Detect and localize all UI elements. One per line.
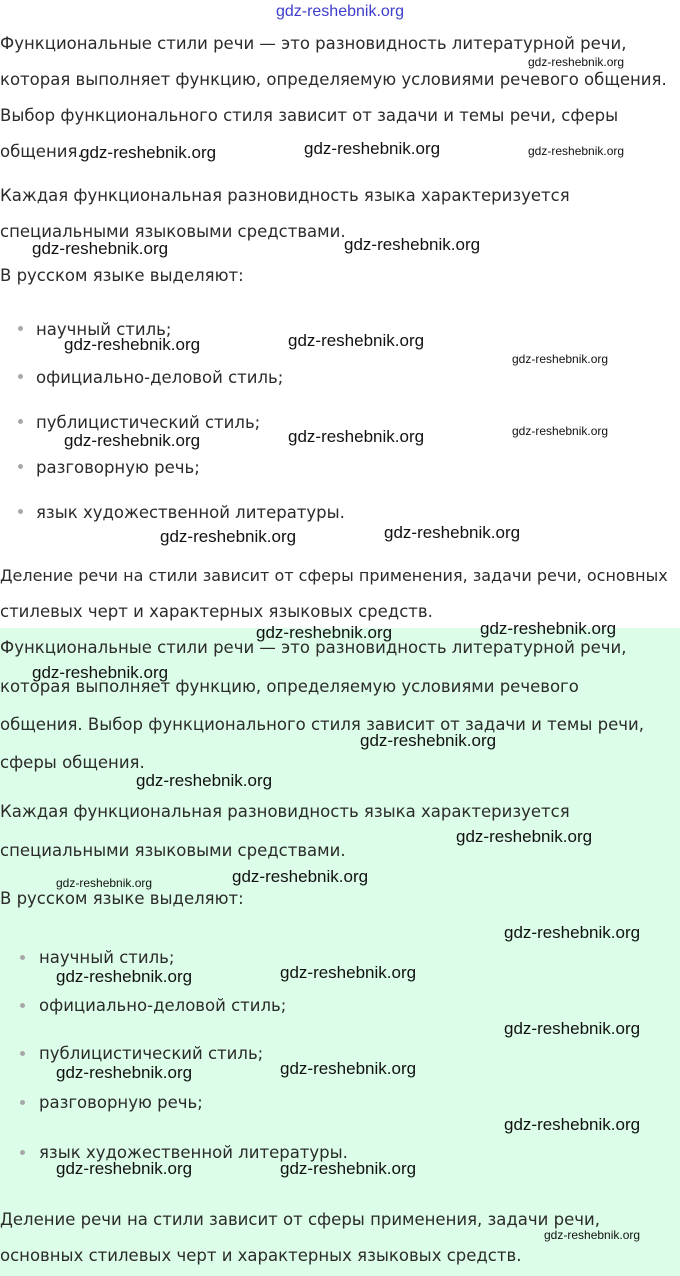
watermark-text: gdz-reshebnik.org bbox=[304, 139, 441, 158]
text-block-1 bbox=[0, 28, 680, 628]
definition-line-2: которая выполняет функцию, определяемую условиями речевого bbox=[0, 677, 579, 696]
header-watermark: gdz-reshebnik.org bbox=[275, 3, 405, 20]
watermark-text: gdz-reshebnik.org bbox=[456, 827, 593, 846]
watermark-text: gdz-reshebnik.org bbox=[528, 55, 625, 69]
watermark-text: gdz-reshebnik.org bbox=[56, 876, 153, 890]
list-item: научный стиль; bbox=[39, 948, 175, 967]
watermark-text: gdz-reshebnik.org bbox=[480, 619, 617, 638]
watermark-text: gdz-reshebnik.org bbox=[56, 1159, 193, 1178]
features-line-1: Каждая функциональная разновидность языка характеризуется bbox=[0, 802, 570, 821]
conclusion-line-1: Деление речи на стили зависит от сферы применения, задачи речи, bbox=[0, 1210, 600, 1229]
bullet-icon bbox=[20, 1150, 25, 1155]
list-item: официально-деловой стиль; bbox=[36, 368, 284, 387]
bullet-icon bbox=[18, 419, 23, 424]
watermark-text: gdz-reshebnik.org bbox=[288, 331, 425, 350]
definition-line-4: сферы общения. bbox=[0, 753, 145, 772]
list-intro: В русском языке выделяют: bbox=[0, 266, 244, 285]
conclusion-line-2: стилевых черт и характерных языковых средств. bbox=[0, 602, 433, 621]
bullet-icon bbox=[20, 1100, 25, 1105]
watermark-text: gdz-reshebnik.org bbox=[360, 731, 497, 750]
list-item: разговорную речь; bbox=[36, 458, 200, 477]
list-item: разговорную речь; bbox=[39, 1093, 203, 1112]
watermark-text: gdz-reshebnik.org bbox=[504, 1115, 641, 1134]
bullet-icon bbox=[18, 374, 23, 379]
list-item: публицистический стиль; bbox=[36, 413, 261, 432]
conclusion-line-1: Деление речи на стили зависит от сферы применения, задачи речи, основных bbox=[0, 566, 668, 585]
definition-line-3: Выбор функционального стиля зависит от задачи и темы речи, сферы bbox=[0, 106, 619, 125]
watermark-text: gdz-reshebnik.org bbox=[288, 427, 425, 446]
list-intro: В русском языке выделяют: bbox=[0, 889, 244, 908]
watermark-text: gdz-reshebnik.org bbox=[32, 239, 169, 258]
watermark-text: gdz-reshebnik.org bbox=[528, 144, 625, 158]
watermark-text: gdz-reshebnik.org bbox=[64, 335, 201, 354]
watermark-text: gdz-reshebnik.org bbox=[544, 1228, 641, 1242]
watermark-text: gdz-reshebnik.org bbox=[504, 1019, 641, 1038]
watermark-text: gdz-reshebnik.org bbox=[256, 623, 393, 642]
bullet-icon bbox=[18, 509, 23, 514]
watermark-text: gdz-reshebnik.org bbox=[280, 963, 417, 982]
watermark-text: gdz-reshebnik.org bbox=[280, 1159, 417, 1178]
watermark-text: gdz-reshebnik.org bbox=[32, 663, 169, 682]
watermark-text: gdz-reshebnik.org bbox=[232, 867, 369, 886]
watermark-text: gdz-reshebnik.org bbox=[504, 923, 641, 942]
watermark-text: gdz-reshebnik.org bbox=[56, 1063, 193, 1082]
bullet-icon bbox=[20, 955, 25, 960]
list-item: язык художественной литературы. bbox=[39, 1143, 348, 1162]
watermark-text: gdz-reshebnik.org bbox=[80, 143, 217, 162]
features-line-2: специальными языковыми средствами. bbox=[0, 841, 346, 860]
list-item: официально-деловой стиль; bbox=[39, 996, 287, 1015]
bullet-icon bbox=[18, 464, 23, 469]
watermark-text: gdz-reshebnik.org bbox=[56, 967, 193, 986]
watermark-text: gdz-reshebnik.org bbox=[344, 235, 481, 254]
watermark-text: gdz-reshebnik.org bbox=[64, 431, 201, 450]
features-line-2: специальными языковыми средствами. bbox=[0, 222, 346, 241]
definition-line-4: общения. bbox=[0, 142, 83, 161]
bullet-icon bbox=[20, 1003, 25, 1008]
list-item: научный стиль; bbox=[36, 320, 172, 339]
watermark-text: gdz-reshebnik.org bbox=[160, 527, 297, 546]
list-item: публицистический стиль; bbox=[39, 1044, 264, 1063]
watermark-text: gdz-reshebnik.org bbox=[136, 771, 273, 790]
watermark-text: gdz-reshebnik.org bbox=[512, 352, 609, 366]
features-line-1: Каждая функциональная разновидность языка характеризуется bbox=[0, 186, 570, 205]
watermark-text: gdz-reshebnik.org bbox=[512, 424, 609, 438]
watermark-text: gdz-reshebnik.org bbox=[384, 523, 521, 542]
definition-line-3: общения. Выбор функционального стиля зависит от задачи и темы речи, bbox=[0, 715, 644, 734]
definition-line-1: Функциональные стили речи — это разновидность литературной речи, bbox=[0, 638, 627, 657]
definition-line-1: Функциональные стили речи — это разновидность литературной речи, bbox=[0, 34, 627, 53]
list-item: язык художественной литературы. bbox=[36, 503, 345, 522]
definition-line-2: которая выполняет функцию, определяемую условиями речевого общения. bbox=[0, 70, 667, 89]
watermark-text: gdz-reshebnik.org bbox=[280, 1059, 417, 1078]
bullet-icon bbox=[20, 1051, 25, 1056]
bullet-icon bbox=[18, 326, 23, 331]
conclusion-line-2: основных стилевых черт и характерных языковых средств. bbox=[0, 1246, 522, 1265]
